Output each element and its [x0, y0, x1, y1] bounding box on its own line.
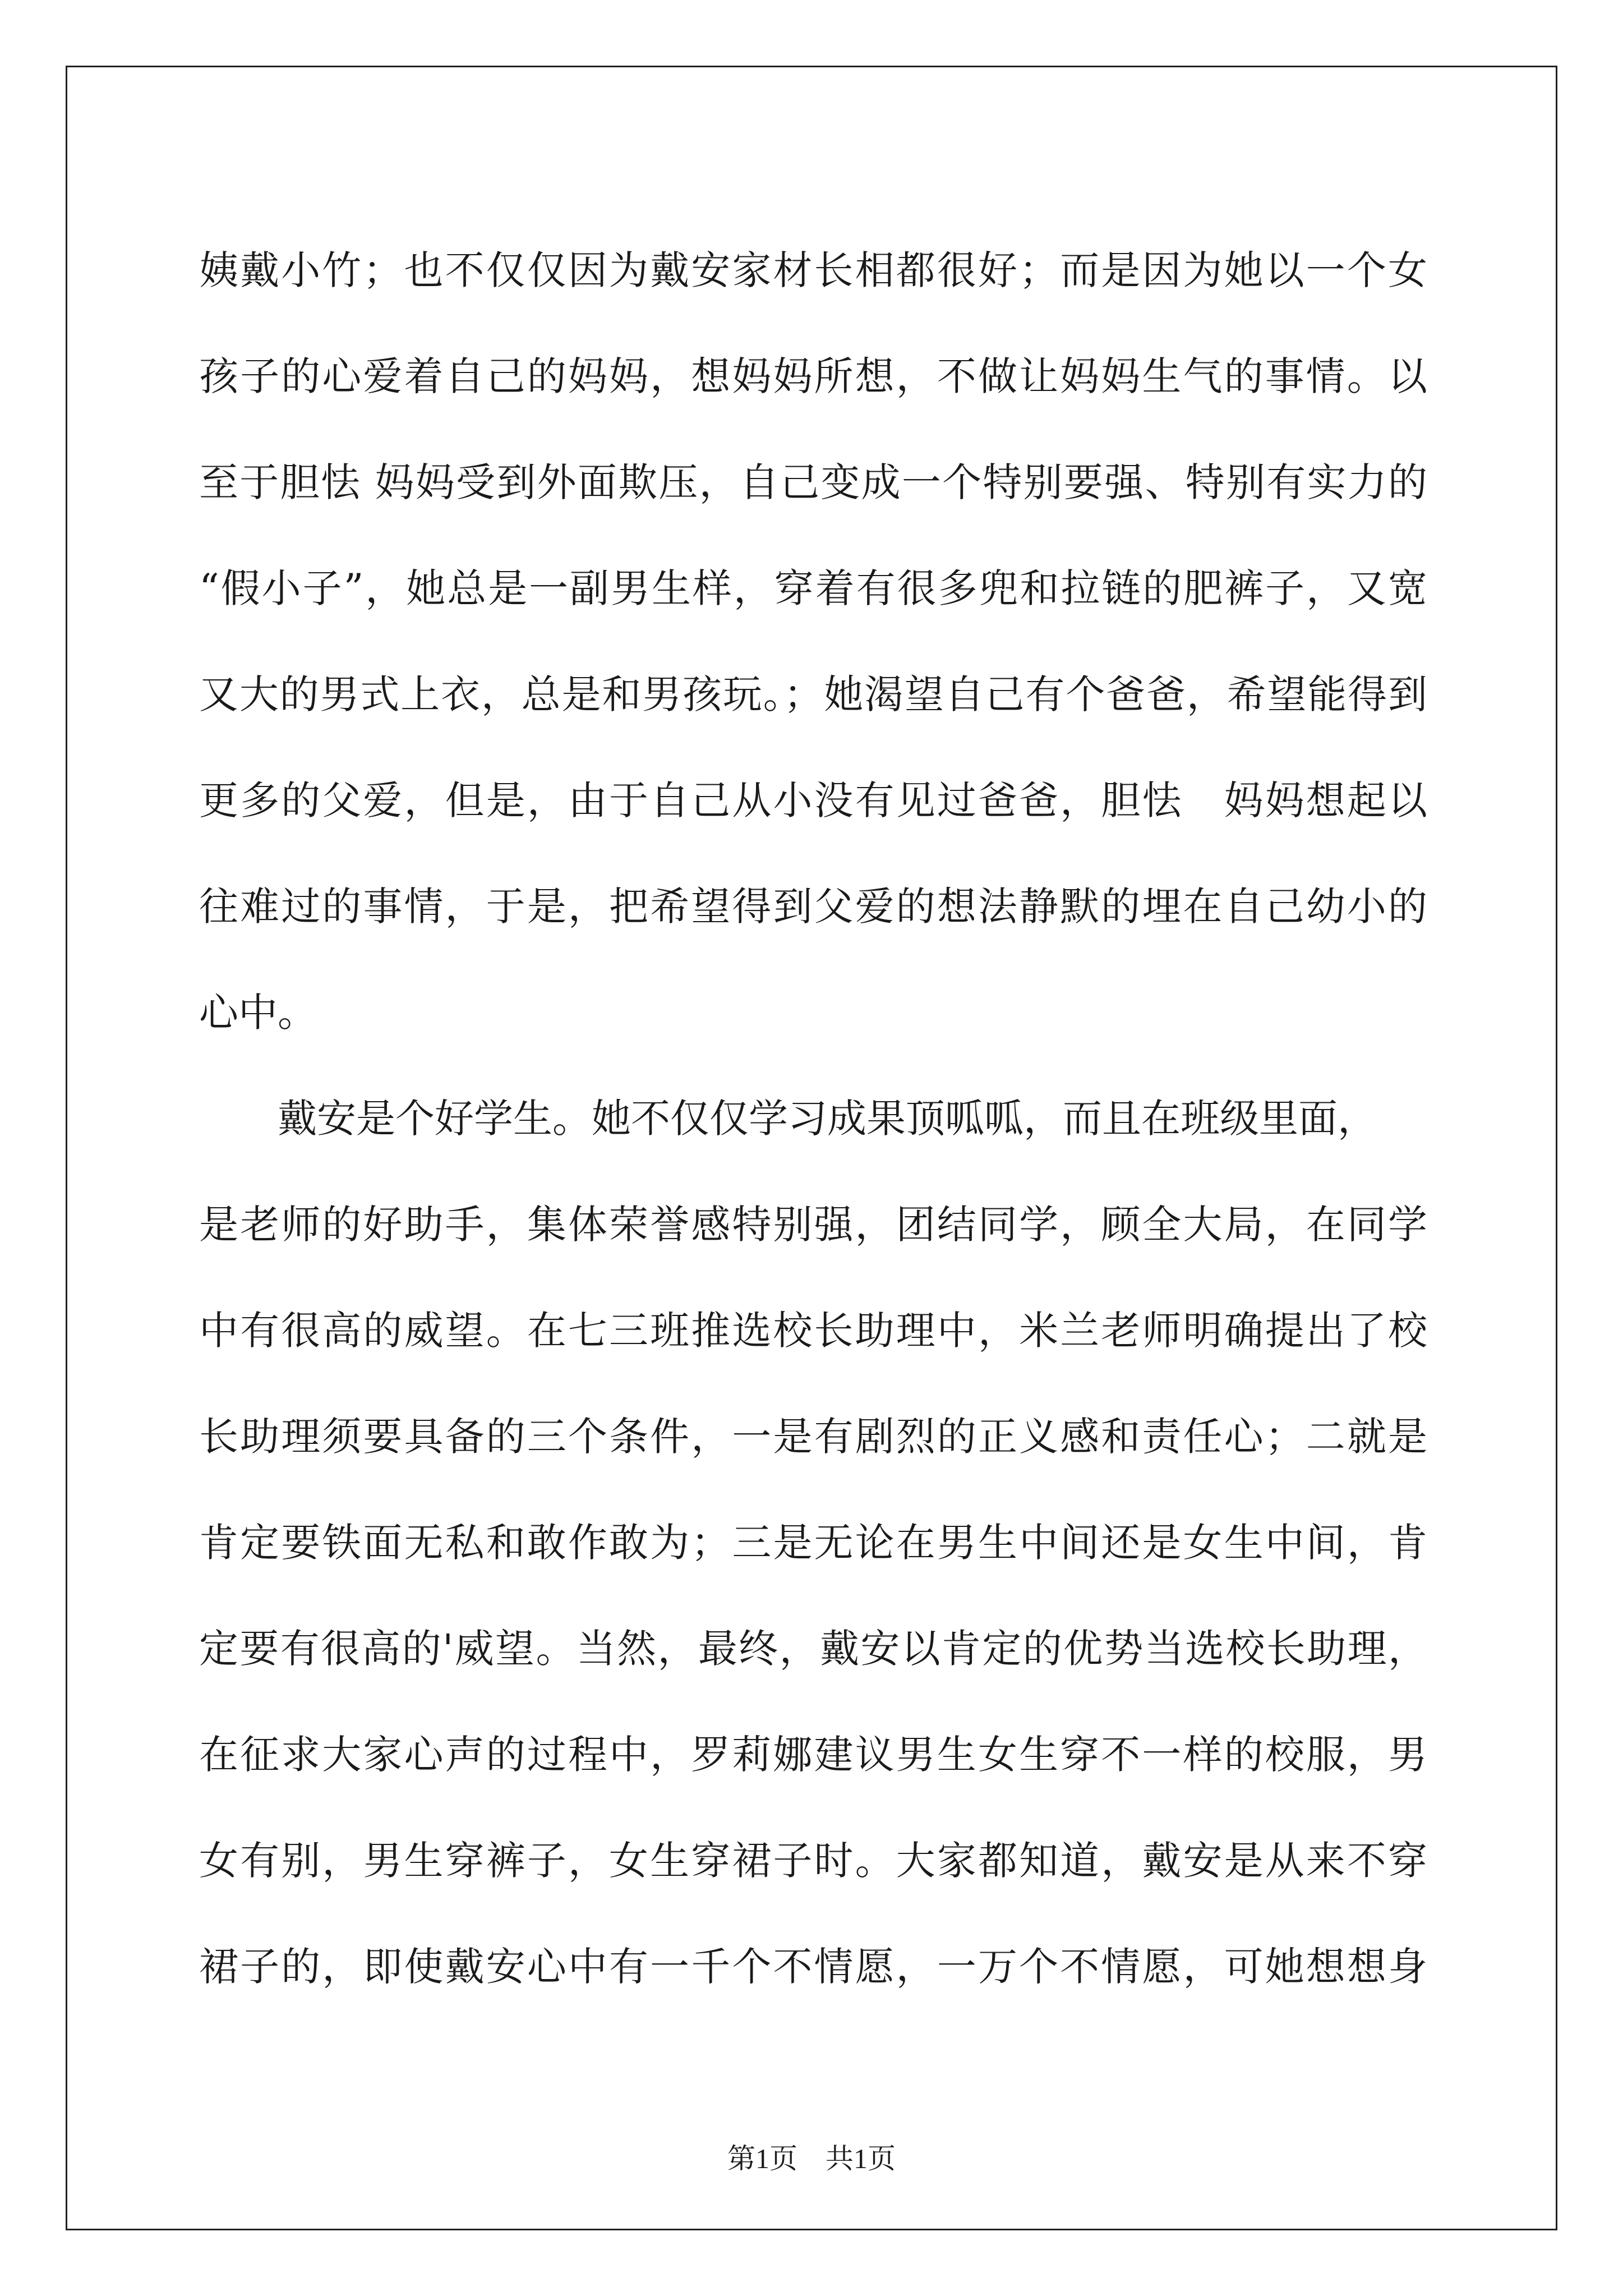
text-line: “假小子”，她总是一副男生样，穿着有很多兜和拉链的肥裤子，又宽 — [199, 565, 1427, 611]
text-line: 至于胆怯 妈妈受到外面欺压，自己变成一个特别要强、特别有实力的 — [199, 459, 1427, 505]
text-line-last-of-paragraph: 心中。 — [199, 990, 317, 1036]
text-line: 长助理须要具备的三个条件，一是有剧烈的正义感和责任心；二就是 — [199, 1414, 1427, 1460]
body-text — [199, 218, 1427, 2020]
text-line: 女有别，男生穿裤子，女生穿裙子时。大家都知道，戴安是从来不穿 — [199, 1838, 1427, 1884]
text-line: 在征求大家心声的过程中，罗莉娜建议男生女生穿不一样的校服，男 — [199, 1732, 1427, 1778]
text-line: 定要有很高的'威望。当然，最终，戴安以肯定的优势当选校长助理， — [199, 1626, 1427, 1672]
text-line: 肯定要铁面无私和敢作敢为；三是无论在男生中间还是女生中间，肯 — [199, 1520, 1427, 1566]
text-line: 中有很高的威望。在七三班推选校长助理中，米兰老师明确提出了校 — [199, 1308, 1427, 1354]
text-line: 更多的父爱，但是，由于自己从小没有见过爸爸，胆怯 妈妈想起以 — [199, 777, 1427, 823]
text-line: 裙子的，即使戴安心中有一千个不情愿，一万个不情愿，可她想想身 — [199, 1944, 1427, 1990]
text-line: 是老师的好助手，集体荣誉感特别强，团结同学，顾全大局，在同学 — [199, 1202, 1427, 1248]
text-line: 又大的男式上衣，总是和男孩玩。；她渴望自己有个爸爸，希望能得到 — [199, 671, 1427, 717]
text-line: 姨戴小竹；也不仅仅因为戴安家材长相都很好；而是因为她以一个女 — [199, 247, 1427, 293]
text-line: 孩子的心爱着自己的妈妈，想妈妈所想，不做让妈妈生气的事情。以 — [199, 353, 1427, 399]
text-line: 往难过的事情，于是，把希望得到父爱的想法静默的埋在自己幼小的 — [199, 884, 1427, 930]
page-footer: 第1页 共1页 — [727, 2143, 896, 2174]
text-line-paragraph-start: 戴安是个好学生。她不仅仅学习成果顶呱呱，而且在班级里面， — [199, 1096, 1377, 1142]
